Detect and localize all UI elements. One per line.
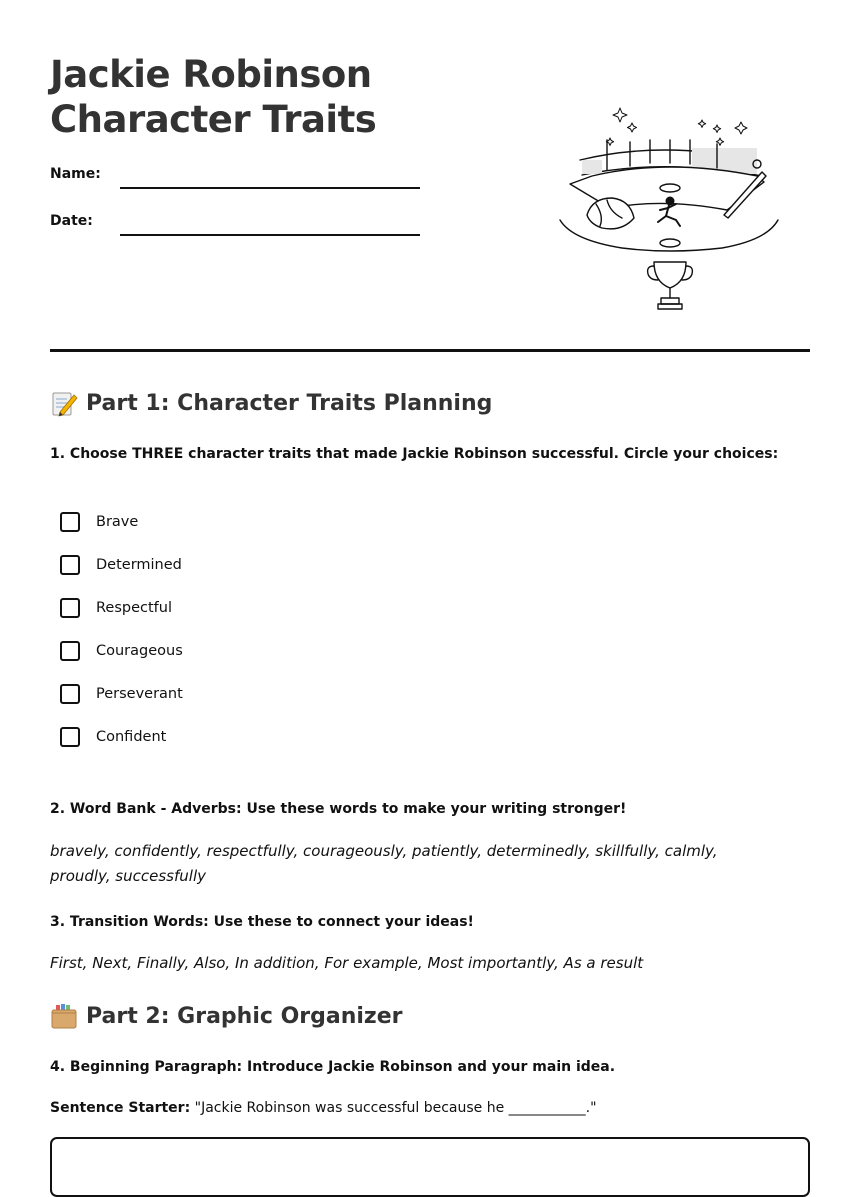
checkbox[interactable] — [60, 727, 80, 747]
name-field[interactable] — [120, 187, 420, 189]
trait-label: Determined — [96, 557, 182, 573]
checkbox[interactable] — [60, 684, 80, 704]
trait-label: Confident — [96, 729, 167, 745]
trait-label: Brave — [96, 514, 139, 530]
part1-title: Part 1: Character Traits Planning — [86, 390, 493, 416]
checkbox[interactable] — [60, 641, 80, 661]
name-label: Name: — [50, 166, 101, 182]
trait-option-confident[interactable] — [60, 725, 360, 749]
transition-words: First, Next, Finally, Also, In addition, For example, Most importantly, As a result — [50, 954, 644, 972]
file-folder-icon — [50, 1002, 78, 1030]
question-4: 4. Beginning Paragraph: Introduce Jackie Robinson and your main idea. — [50, 1059, 616, 1075]
trait-option-determined[interactable] — [60, 553, 360, 577]
part1-heading — [50, 389, 492, 417]
trait-label: Respectful — [96, 600, 173, 616]
trophy-icon — [648, 262, 693, 309]
question-1: 1. Choose THREE character traits that made Jackie Robinson successful. Circle your choices: — [50, 446, 779, 462]
trait-label: Courageous — [96, 643, 183, 659]
question-2: 2. Word Bank - Adverbs: Use these words to make your writing stronger! — [50, 801, 627, 817]
trait-option-courageous[interactable] — [60, 639, 360, 663]
trait-checklist — [60, 510, 360, 768]
sparkle-icons — [606, 108, 747, 145]
sentence-starter-label: Sentence Starter: — [50, 1100, 191, 1116]
part2-title: Part 2: Graphic Organizer — [86, 1003, 403, 1029]
checkbox[interactable] — [60, 555, 80, 575]
page-title — [50, 52, 376, 142]
adverb-word-bank: bravely, confidently, respectfully, courageously, patiently, determinedly, skillfully, calmly, proudly, successfully — [50, 842, 718, 885]
title-line-2: Character Traits — [50, 98, 377, 141]
question-3: 3. Transition Words: Use these to connect your ideas! — [50, 914, 474, 930]
part2-heading — [50, 1002, 403, 1030]
sentence-starter — [50, 1100, 597, 1116]
memo-pencil-icon — [50, 389, 78, 417]
trait-option-respectful[interactable] — [60, 596, 360, 620]
date-field[interactable] — [120, 234, 420, 236]
checkbox[interactable] — [60, 512, 80, 532]
trait-label: Perseverant — [96, 686, 183, 702]
checkbox[interactable] — [60, 598, 80, 618]
title-line-1: Jackie Robinson — [50, 53, 372, 96]
baseball-stadium-illustration — [552, 100, 784, 315]
section-divider — [50, 349, 810, 352]
trait-option-perseverant[interactable] — [60, 682, 360, 706]
beginning-paragraph-answer-box[interactable] — [50, 1137, 810, 1197]
date-label: Date: — [50, 213, 93, 229]
sentence-starter-text: "Jackie Robinson was successful because he ___________." — [194, 1100, 597, 1116]
trait-option-brave[interactable] — [60, 510, 360, 534]
